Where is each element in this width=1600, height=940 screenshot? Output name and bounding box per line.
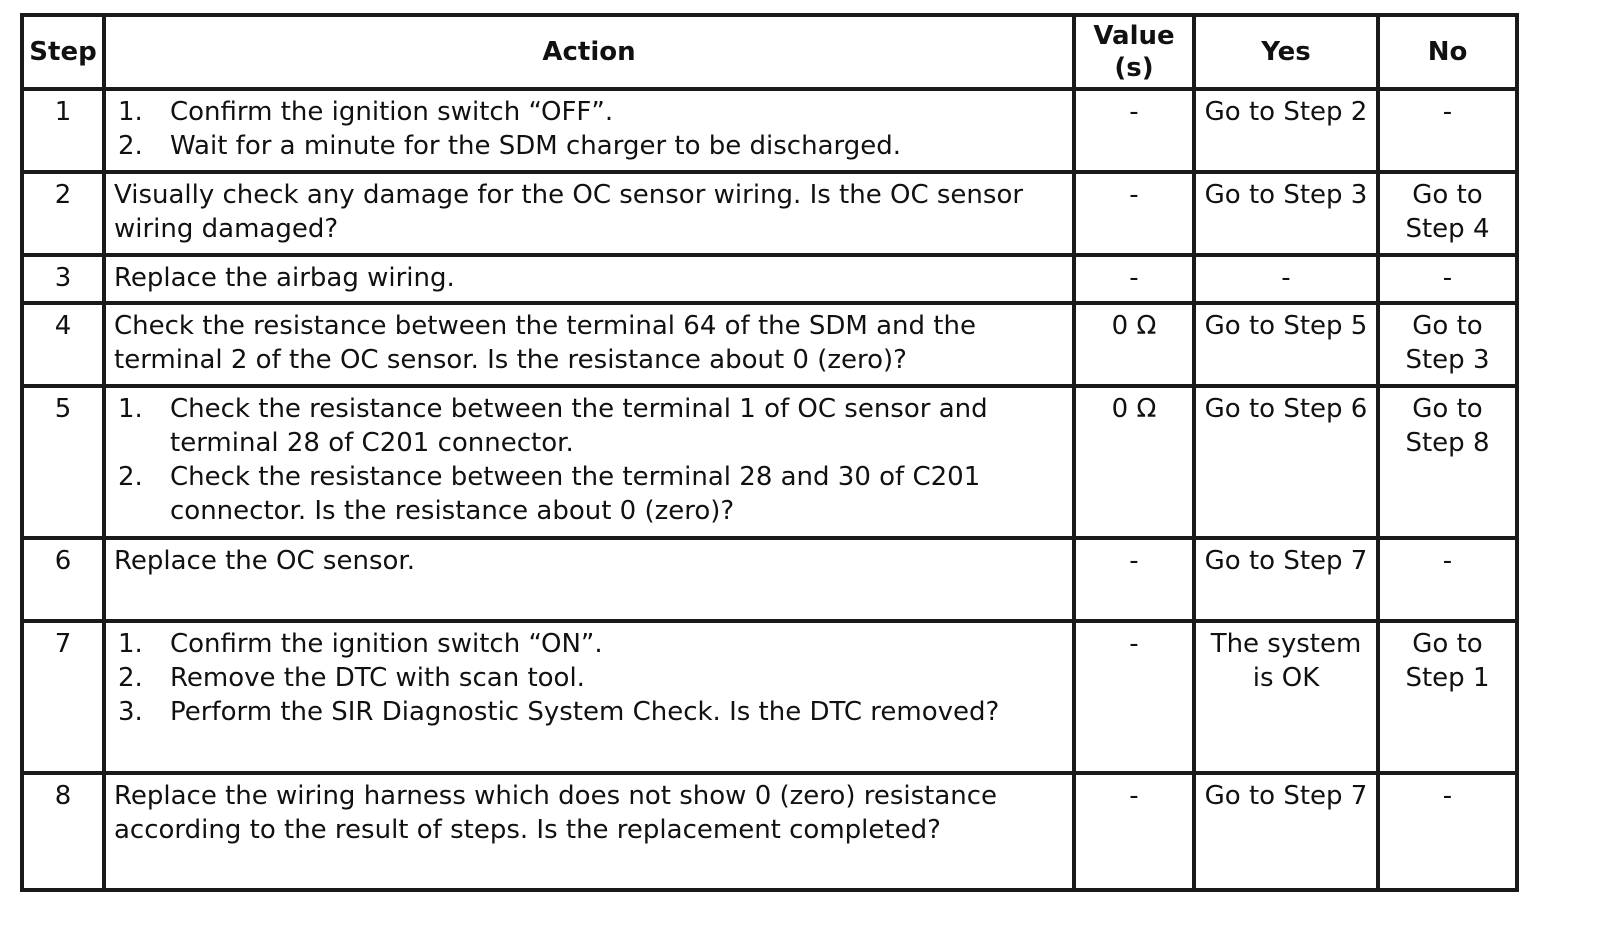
- step-cell: 8: [22, 773, 104, 890]
- table-row: [22, 621, 1517, 773]
- no-cell: Go to Step 4: [1378, 172, 1517, 255]
- action-item: 1. Confirm the ignition switch “OFF”.: [118, 97, 614, 127]
- no-cell: Go to Step 8: [1378, 386, 1517, 538]
- value-cell: 0 Ω: [1074, 386, 1194, 538]
- action-cell: Visually check any damage for the OC sensor wiring. Is the OC sensor wiring damaged?: [104, 172, 1074, 255]
- value-cell: -: [1074, 538, 1194, 621]
- action-cell: Replace the airbag wiring.: [104, 255, 1074, 303]
- table-row: [22, 386, 1517, 538]
- value-cell: -: [1074, 89, 1194, 172]
- header-no: No: [1378, 15, 1517, 89]
- header-yes: Yes: [1194, 15, 1378, 89]
- yes-cell: Go to Step 5: [1194, 303, 1378, 386]
- step-cell: 2: [22, 172, 104, 255]
- yes-cell: Go to Step 7: [1194, 773, 1378, 890]
- yes-cell: Go to Step 2: [1194, 89, 1378, 172]
- yes-cell: Go to Step 3: [1194, 172, 1378, 255]
- no-cell: Go to Step 3: [1378, 303, 1517, 386]
- action-item: 2. Remove the DTC with scan tool.: [118, 663, 585, 693]
- diagnostic-table: [20, 13, 1519, 892]
- value-cell: -: [1074, 621, 1194, 773]
- action-cell: [104, 89, 1074, 172]
- no-cell: -: [1378, 255, 1517, 303]
- step-cell: 6: [22, 538, 104, 621]
- table-row: [22, 89, 1517, 172]
- step-cell: 5: [22, 386, 104, 538]
- value-cell: -: [1074, 255, 1194, 303]
- no-cell: -: [1378, 89, 1517, 172]
- header-value: Value (s): [1074, 15, 1194, 89]
- no-cell: -: [1378, 773, 1517, 890]
- step-cell: 4: [22, 303, 104, 386]
- action-item: 2. Wait for a minute for the SDM charger to be discharged.: [118, 131, 902, 161]
- value-cell: 0 Ω: [1074, 303, 1194, 386]
- yes-cell: Go to Step 7: [1194, 538, 1378, 621]
- step-cell: 3: [22, 255, 104, 303]
- table-row: [22, 773, 1517, 890]
- value-cell: -: [1074, 773, 1194, 890]
- table-row: [22, 172, 1517, 255]
- action-item: 1. Confirm the ignition switch “ON”.: [118, 629, 603, 659]
- action-cell: Replace the wiring harness which does not show 0 (zero) resistance according to the result of steps. Is the replacement completed?: [104, 773, 1074, 890]
- action-item: 2. Check the resistance between the terminal 28 and 30 of C201 connector. Is the resistance about 0 (zero)?: [118, 462, 981, 526]
- action-cell: [104, 621, 1074, 773]
- yes-cell: Go to Step 6: [1194, 386, 1378, 538]
- table-row: [22, 303, 1517, 386]
- value-cell: -: [1074, 172, 1194, 255]
- action-cell: Replace the OC sensor.: [104, 538, 1074, 621]
- action-item: 1. Check the resistance between the terminal 1 of OC sensor and terminal 28 of C201 connector.: [118, 394, 988, 458]
- header-action: Action: [104, 15, 1074, 89]
- action-item: 3. Perform the SIR Diagnostic System Check. Is the DTC removed?: [118, 697, 1000, 727]
- yes-cell: The system is OK: [1194, 621, 1378, 773]
- step-cell: 1: [22, 89, 104, 172]
- yes-cell: -: [1194, 255, 1378, 303]
- header-row: [22, 15, 1517, 89]
- step-cell: 7: [22, 621, 104, 773]
- no-cell: Go to Step 1: [1378, 621, 1517, 773]
- header-step: Step: [22, 15, 104, 89]
- no-cell: -: [1378, 538, 1517, 621]
- action-cell: Check the resistance between the terminal 64 of the SDM and the terminal 2 of the OC sensor. Is the resistance about 0 (zero)?: [104, 303, 1074, 386]
- table-row: [22, 255, 1517, 303]
- table-row: [22, 538, 1517, 621]
- action-cell: [104, 386, 1074, 538]
